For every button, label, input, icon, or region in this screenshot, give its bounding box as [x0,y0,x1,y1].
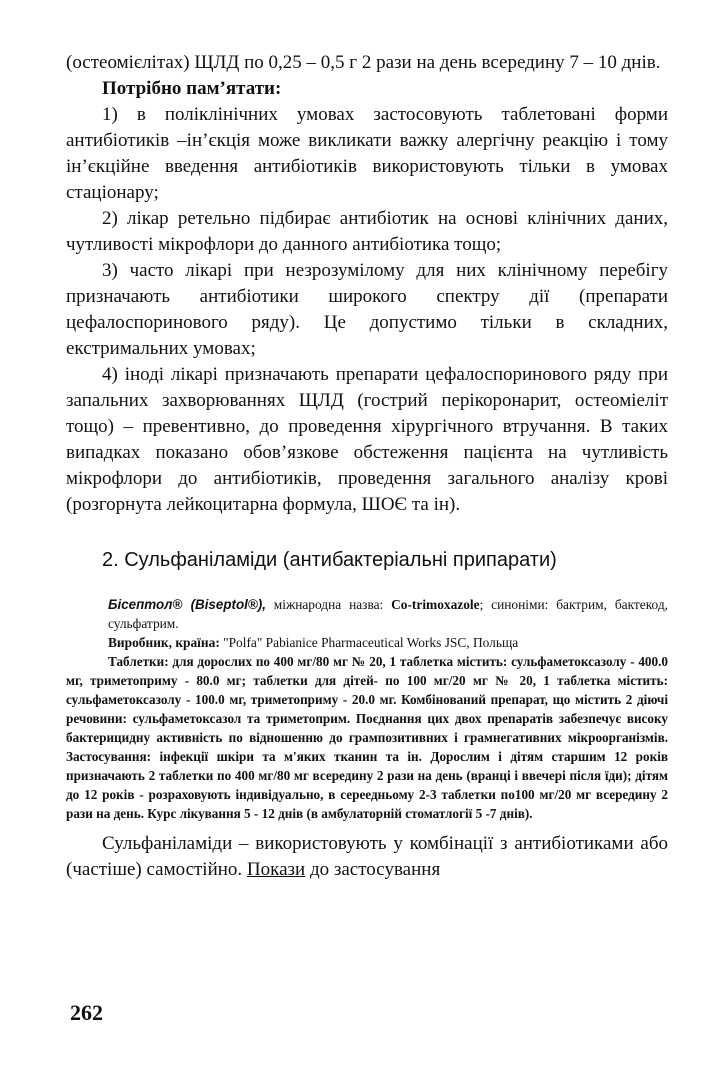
list-item-2: 2) лікар ретельно підбирає антибіотик на основі клінічних даних, чутливості мікрофлори до данного антибіотика тощо; [66,208,668,255]
list-item-3: 3) часто лікарі при незрозумілому для них клінічному перебігу призначають антибіотики широкого спектру дії (препарати цефалоспоринового ряду). Це допустимо тільки в складних, екстримальних умовах; [66,260,668,359]
drug-name: Бісептол® (Biseptol®), [108,597,266,612]
intl-label: міжнародна назва: [265,597,392,612]
closing-text: Сульфаніламіди – використовують у комбінації з антибіотиками або (частіше) самостійно. [66,833,668,880]
synonyms: ; синоніми: бактрим, бактекод, сульфатрим. [108,597,668,631]
drug-name-line [108,595,668,633]
maker-label: Виробник, країна: [108,635,220,650]
maker-line [108,633,668,652]
paragraph-intro: (остеомієлітах) ЩЛД по 0,25 – 0,5 г 2 рази на день всередину 7 – 10 днів. [66,52,661,73]
drug-description-block [108,595,668,652]
section-heading: 2. Сульфаніламіди (антибактеріальні припарати) [102,549,557,571]
drug-description: Таблетки: для дорослих по 400 мг/80 мг № 20, 1 таблетка містить: сульфаметоксазолу - 400.0 мг, триметоприму - 80.0 мг; таблетки для дітей- по 100 мг/20 мг № 20, 1 таблетка містить: сульфаметоксазолу - 100.0 мг, триметоприму - 20.0 мг. Комбінований препарат, що містить 2 діючі речовини: сульфаметоксазол та триметоприм. Поєднання цих двох препаратів забезпечує високу бактерицидну активність по відношенню до грампозитивних і грамнегативних мікроорганізмів. Застосування: інфекції шкіри та м'яких тканин та ін. Дорослим і дітям старшим 12 років призначають 2 таблетки по 400 мг/80 мг всередину 2 рази на день (вранці і ввечері після їди); дітям до 12 років - розраховують індивідуально, в сереедньому 2-3 таблетки по100 мг/20 мг всередину 2 рази на день. Курс лікування 5 - 12 днів (в амбулаторній стоматлогії 5 -7 днів). [66,654,668,821]
list-item-1: 1) в поліклінічних умовах застосовують таблетовані форми антибіотиків –ін’єкція може викликати важку алергічну реакцію і тому ін’єкційне введення антибіотиків використовують тільки в умовах стаціонару; [66,104,668,203]
closing-text-after: до застосування [305,859,441,880]
intl-name: Co-trimoxazole [391,597,480,612]
closing-paragraph [66,831,668,883]
maker-value: "Polfa" Pabianice Pharmaceutical Works JSC, Польща [219,635,519,650]
closing-underlined: Покази [246,859,306,880]
remember-title: Потрібно пам’ятати: [102,78,282,99]
list-item-4: 4) іноді лікарі призначають препарати цефалоспоринового ряду при запальних захворюваннях ЩЛД (гострий перікоронарит, остеоміеліт тощо) – превентивно, до проведення хірургічного втручання. В таких випадках показано обов’язкове обстеження пацієнта на чутливість мікрофлори до антибіотиків, проведення загального аналізу крові (розгорнута лейкоцитарна формула, ШОЄ та ін). [66,364,668,515]
page-number: 262 [70,1000,103,1025]
page-content [66,50,668,883]
